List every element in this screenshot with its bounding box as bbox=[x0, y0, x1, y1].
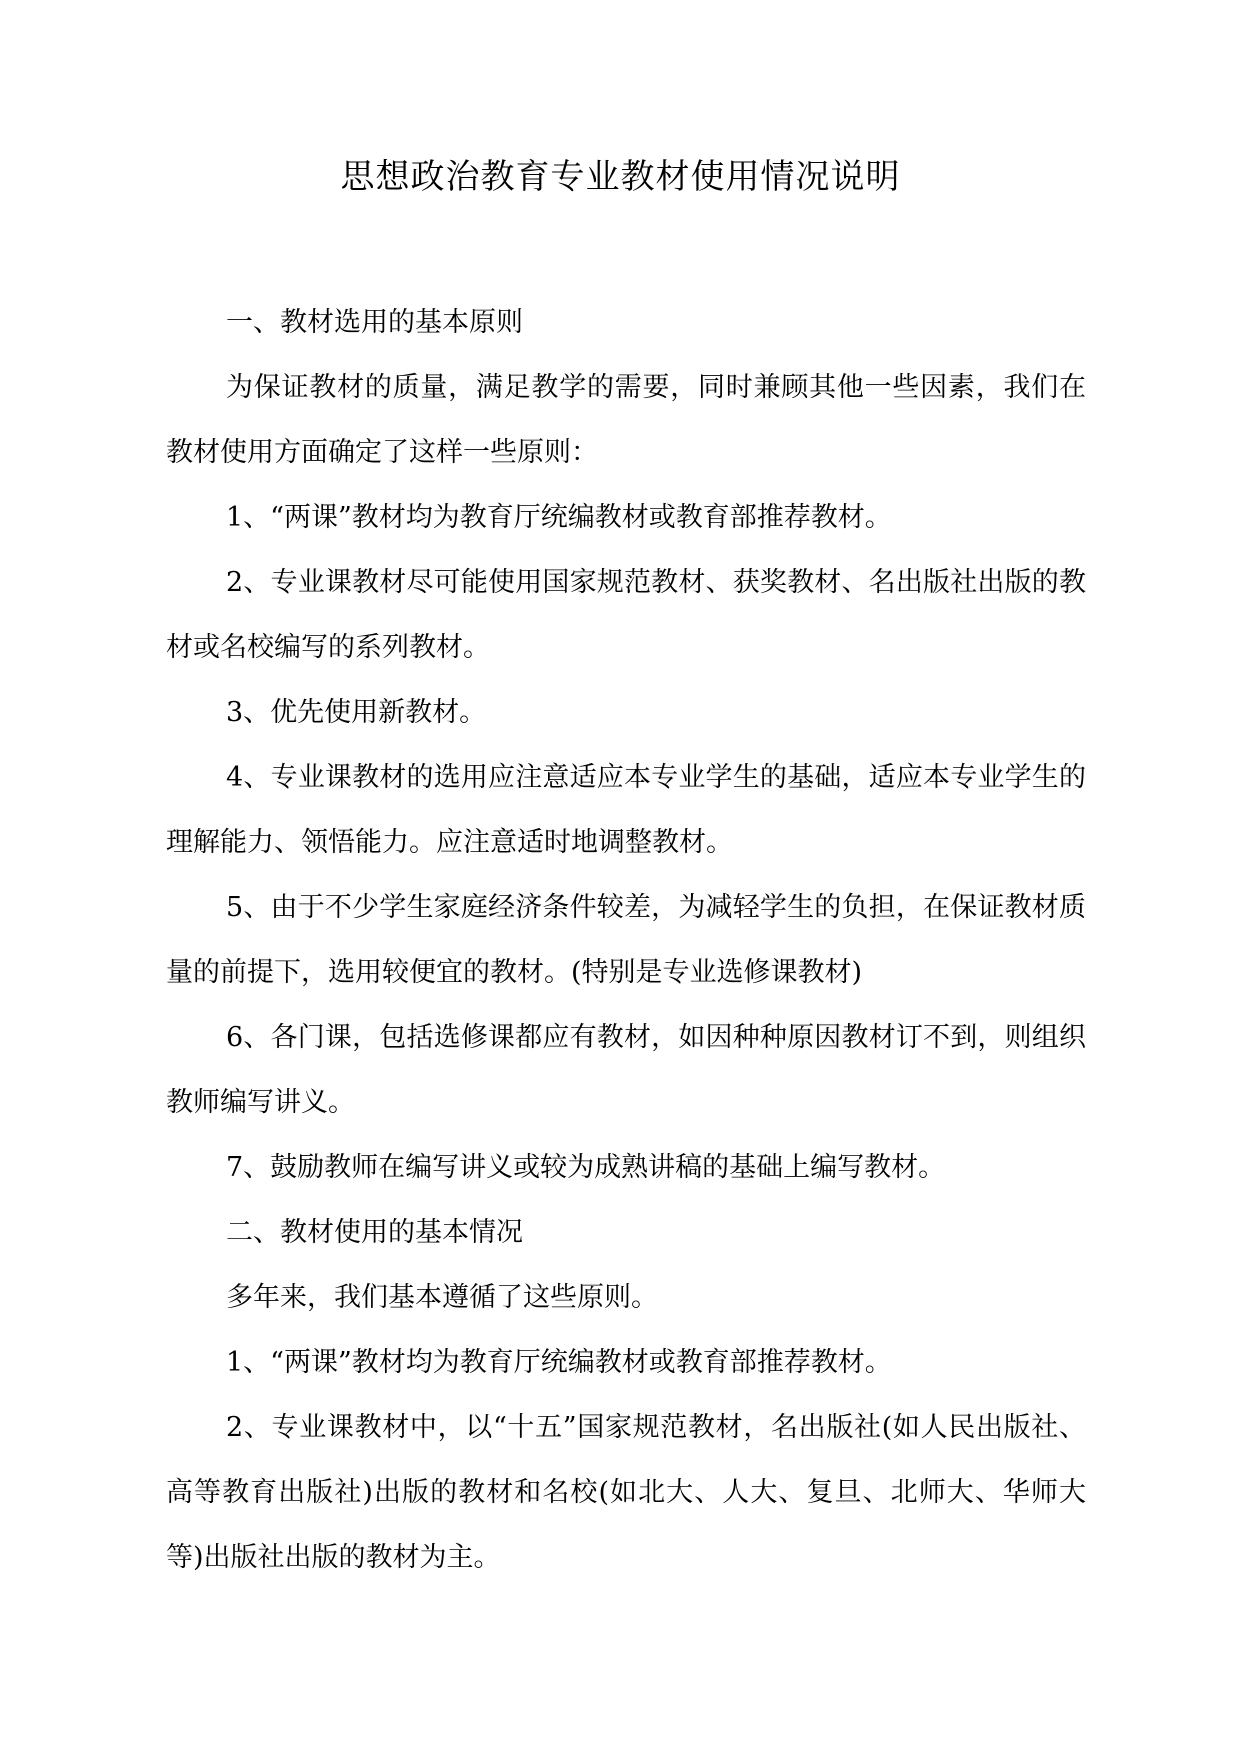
list-item: 5、由于不少学生家庭经济条件较差，为减轻学生的负担，在保证教材质量的前提下，选用较便宜的教材。(特别是专业选修课教材) bbox=[166, 892, 1086, 988]
list-item: 7、鼓励教师在编写讲义或较为成熟讲稿的基础上编写教材。 bbox=[226, 1152, 946, 1183]
list-item: 6、各门课，包括选修课都应有教材，如因种种原因教材订不到，则组织教师编写讲义。 bbox=[166, 1022, 1086, 1118]
list-item: 2、专业课教材中，以“十五”国家规范教材，名出版社(如人民出版社、高等教育出版社)出版的教材和名校(如北大、人大、复旦、北师大、华师大等)出版社出版的教材为主。 bbox=[166, 1412, 1086, 1573]
paragraph: 为保证教材的质量，满足教学的需要，同时兼顾其他一些因素，我们在教材使用方面确定了这样一些原则： bbox=[166, 372, 1086, 468]
section-heading-2: 二、教材使用的基本情况 bbox=[226, 1217, 523, 1248]
list-item: 1、“两课”教材均为教育厅统编教材或教育部推荐教材。 bbox=[226, 1347, 892, 1378]
list-item: 3、优先使用新教材。 bbox=[226, 697, 487, 728]
document-body bbox=[166, 290, 1086, 1590]
list-item: 4、专业课教材的选用应注意适应本专业学生的基础，适应本专业学生的理解能力、领悟能力。应注意适时地调整教材。 bbox=[166, 762, 1086, 858]
list-item: 1、“两课”教材均为教育厅统编教材或教育部推荐教材。 bbox=[226, 502, 892, 533]
list-item: 2、专业课教材尽可能使用国家规范教材、获奖教材、名出版社出版的教材或名校编写的系列教材。 bbox=[166, 567, 1086, 663]
paragraph: 多年来，我们基本遵循了这些原则。 bbox=[226, 1282, 658, 1313]
document-title: 思想政治教育专业教材使用情况说明 bbox=[340, 157, 901, 197]
section-heading-1: 一、教材选用的基本原则 bbox=[226, 307, 523, 338]
